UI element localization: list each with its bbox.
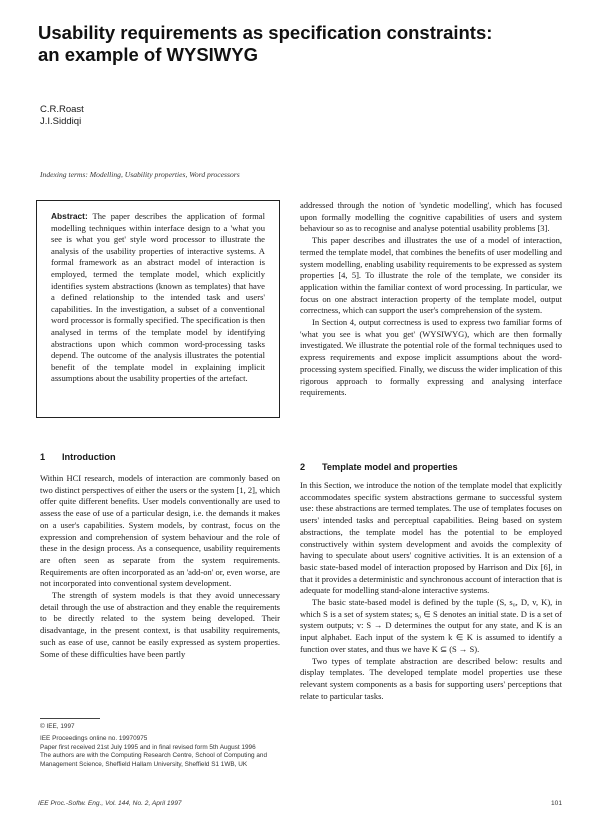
left-column-body — [40, 473, 280, 660]
abstract-paragraph — [51, 211, 265, 385]
body-paragraph: The strength of system models is that they avoid unnecessary detail through the use of abstraction and they enable the requirements to be directly related to the system being developed. Their disadvantage, in the present context, is that usability requirements, such as ease of use, cannot be easily expressed as system properties. Some of these difficulties have been partly — [40, 590, 280, 659]
abstract-text: The paper describes the application of formal modelling techniques within interface design to a 'what you see is what you get' style word processor to illustrate the analysis of the usability properties of interactive systems. A formal framework as an abstract model of interaction is employed, termed the template model, which explicitly identifies system abstractions (known as templates) that have a defined relationship to the intended task and users' capabilities. In the investigation, a subset of a conventional word processor is formally specified. The specification is then analysed in terms of the template model by identifying abstractions upon which common word-processing tasks depend. The outcome of the analysis illustrates the potential benefit of the template model in explaining implicit assumptions about the usability properties of the artefact. — [51, 211, 265, 384]
body-paragraph: addressed through the notion of 'syndetic modelling', which has focused upon formally modelling the cognitive capabilities of users and system behaviour so as to recognise and analyse potential usability problems [3]. — [300, 200, 562, 234]
author-list — [40, 104, 84, 128]
section-title: Template model and properties — [322, 462, 458, 472]
body-paragraph: The basic state-based model is defined by the tuple (S, s₀, D, v, K), in which S is a set of system states; s₀ ∈ S denotes an initial state. D is a set of system outputs; v: S → D determines the output for any state, and K is an input alphabet. Each input of the system k ∈ K is assumed to identify a function over states, and thus we have K ⊆ (S → S). — [300, 597, 562, 654]
footnote-rule — [40, 718, 100, 719]
body-paragraph: In Section 4, output correctness is used to express two familiar forms of 'what you see is what you get' (WYSIWYG), which are then formally investigated. We illustrate the potential role of the formal techniques used to express requirements and expose implicit assumptions about the word-processing system specified. Finally, we discuss the wider implication of this rigorous approach to formally expressing and analysing interface requirements. — [300, 317, 562, 398]
indexing-terms: Indexing terms: Modelling, Usability properties, Word processors — [40, 170, 240, 179]
footnotes — [40, 718, 280, 769]
body-paragraph: This paper describes and illustrates the use of a model of interaction, termed the template model, that combines the benefits of user modelling and system modelling, enabling usability requirements to be expressed as system properties [4, 5]. To illustrate the role of the template, we consider its application within the familiar context of word processing. In particular, we focus on one abstract interaction property of the template model, output correctness, which can support the user's comprehension of the system. — [300, 235, 562, 316]
title-line-2: an example of WYSIWYG — [38, 44, 258, 65]
body-paragraph: Two types of template abstraction are described below: results and display templates. The developed template model properties use these relevant system components as a basis for supporting users' perceptions that relate to particular tasks. — [300, 655, 562, 701]
paper-title — [38, 22, 558, 66]
section-title: Introduction — [62, 452, 116, 462]
page-footer — [38, 800, 562, 812]
received-note: Paper first received 21st July 1995 and in final revised form 5th August 1996 — [40, 743, 256, 751]
copyright-note: © IEE, 1997 — [40, 723, 75, 730]
affiliation-note: The authors are with the Computing Research Centre, School of Computing and Management Science, Sheffield Hallam University, Sheffield S1 1WB, UK — [40, 752, 267, 768]
right-column-body — [300, 200, 562, 399]
page-number: 101 — [550, 800, 562, 807]
journal-citation: IEE Proc.-Softw. Eng., Vol. 144, No. 2, April 1997 — [38, 800, 182, 807]
author-name: C.R.Roast — [40, 104, 84, 115]
abstract-box — [36, 200, 280, 418]
author-name: J.I.Siddiqi — [40, 116, 82, 127]
proceedings-note: IEE Proceedings online no. 19970975 — [40, 735, 148, 743]
section-number: 2 — [300, 462, 306, 472]
body-paragraph: In this Section, we introduce the notion of the template model that explicitly accommodates specific system abstractions germane to successful system use: these abstractions are termed templates. The use of templates focuses on users' intended tasks and perceptual capabilities. Being based on system abstractions, the template model has the potential to be employed constructively within system development and avoids the complexity of having to speculate about users' cognitive activities. It is an extension of a basic state-based model of interaction proposed by Harrison and Dix [6], in that it provides a deterministic and synchronous account of interaction that is adequate for modelling stand-alone interactive systems. — [300, 480, 562, 596]
right-column-section-2 — [300, 480, 562, 702]
section-heading-template-model — [300, 462, 458, 472]
body-paragraph: Within HCI research, models of interaction are commonly based on two distinct perspectives of either the users or the system [1, 2], which offer quite different benefits. User models conventionally are used to assess the ease of use of a particular design, i.e. the demands it makes on a user's capabilities. System models, by contrast, focus on the expression and comprehension of system behaviour and the role of these in the design process. As a consequence, usability requirements are often seen as separate from the system requirements. Requirements are often incorporated as an 'add-on' or, even worse, are not incorporated into conventional system development. — [40, 473, 280, 589]
section-heading-introduction — [40, 452, 116, 462]
abstract-label: Abstract: — [51, 211, 88, 221]
section-number: 1 — [40, 452, 46, 462]
title-line-1: Usability requirements as specification constraints: — [38, 22, 493, 43]
